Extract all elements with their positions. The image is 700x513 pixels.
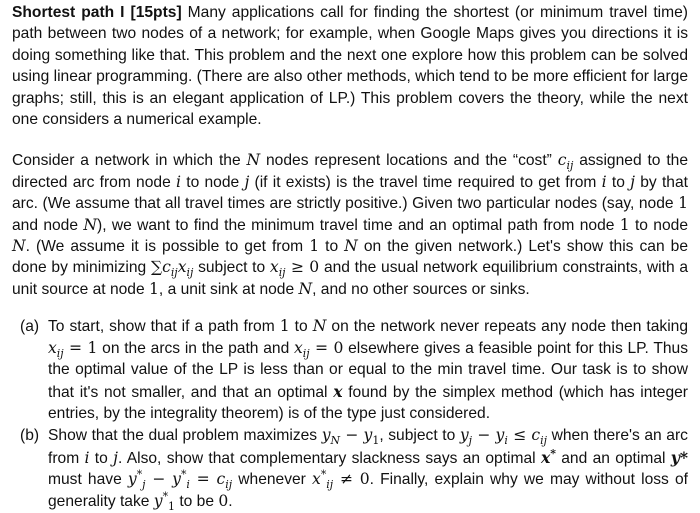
subparts-list bbox=[12, 316, 688, 512]
subpart-text: whenever bbox=[232, 471, 313, 489]
math-N: N bbox=[312, 317, 327, 336]
math-N: N bbox=[344, 237, 358, 256]
math-1: 1 bbox=[279, 317, 290, 336]
math-i: i bbox=[601, 172, 607, 191]
subpart-a bbox=[12, 316, 688, 424]
math-j: j bbox=[113, 448, 118, 467]
setup-text: , and no other sources or sinks. bbox=[312, 280, 530, 298]
subpart-text: . Also, show that complementary slackness says an optimal bbox=[117, 449, 541, 467]
math-xstar-nonzero: $x^*_{ij} \ne 0$ bbox=[312, 467, 370, 492]
math-cij: $c_{ij}$ bbox=[557, 151, 574, 173]
intro-paragraph bbox=[12, 2, 688, 130]
math-j: j bbox=[244, 172, 250, 191]
subpart-text: to bbox=[289, 318, 313, 336]
subpart-text: on the arcs in the path and bbox=[97, 339, 294, 357]
subpart-text: and an optimal bbox=[555, 449, 671, 467]
math-1: 1 bbox=[619, 215, 630, 234]
subpart-text: . bbox=[228, 492, 233, 510]
subpart-text: on the network never repeats any node then taking bbox=[326, 318, 689, 336]
setup-text: subject to bbox=[193, 259, 270, 277]
setup-text: and the usual network equilibrium constraints, with a unit source at node bbox=[12, 259, 688, 298]
subpart-text: To start, show that if a path from bbox=[48, 318, 280, 336]
setup-text: to bbox=[319, 238, 345, 256]
subpart-text: , subject to bbox=[379, 427, 460, 445]
setup-text: nodes represent locations and the “cost” bbox=[260, 152, 558, 170]
math-N: N bbox=[298, 279, 313, 298]
setup-paragraph bbox=[12, 150, 688, 300]
math-0: 0 bbox=[218, 491, 229, 510]
math-x-bold: x bbox=[333, 381, 343, 401]
intro-text: Many applications call for finding the shortest (or minimum travel time) path between two nodes of a network; for example, when Google Maps gives you directions it is doing something like that. This problem and the next one explore how this problem can be solved using linear programming. (There are also other methods, which tend to be more efficient for large graphs; still, this is an elegant application of LP.) This problem covers the theory, while the next one considers a numerical example. bbox=[12, 4, 688, 129]
setup-text: to bbox=[606, 173, 631, 191]
math-y1-star: $y^*_1$ bbox=[153, 489, 175, 513]
setup-text: ), we want to find the minimum travel time and an optimal path from node bbox=[97, 216, 620, 234]
setup-text: Consider a network in which the bbox=[12, 152, 247, 170]
subpart-text: Show that the dual problem maximizes bbox=[48, 427, 322, 445]
subpart-text: elsewhere gives a feasible point for this LP. Thus the optimal value of the LP is less than or equal to the min travel time. Our task is to show that it's not smaller, and that an optimal bbox=[48, 339, 688, 401]
math-nonnegativity: $x_{ij} \ge 0$ bbox=[269, 258, 320, 280]
setup-text: on the given network.) Let's show this can be done by minimizing bbox=[12, 238, 688, 277]
subpart-text: must have bbox=[48, 471, 128, 489]
math-y-star: y* bbox=[670, 447, 688, 467]
math-xij-zero: $x_{ij} = 0$ bbox=[293, 338, 344, 360]
math-N: N bbox=[246, 151, 261, 170]
setup-text: and node bbox=[12, 216, 84, 234]
math-x-star: x* bbox=[540, 446, 556, 467]
setup-text: to node bbox=[629, 216, 688, 234]
math-complementary-slackness: $y^*_j - y^*_i = c_{ij}$ bbox=[127, 467, 233, 492]
setup-text: , a unit sink at node bbox=[158, 280, 299, 298]
setup-text: (if it exists) is the travel time required to get from bbox=[249, 173, 602, 191]
subpart-text: . Finally, explain why we may without loss of generality take bbox=[48, 471, 688, 510]
subpart-text: to bbox=[89, 449, 114, 467]
math-1: 1 bbox=[148, 279, 159, 298]
math-N: N bbox=[83, 215, 98, 234]
subpart-label: (a) bbox=[20, 318, 40, 336]
math-objective-sum: $\sum c_{ij}x_{ij}$ bbox=[150, 258, 194, 280]
setup-text: by that arc. (We assume that all travel times are strictly positive.) Given two particular nodes (say, node bbox=[12, 173, 688, 213]
math-dual-constraint: $y_j - y_i \le c_{ij}$ bbox=[459, 426, 547, 448]
subpart-text: to be bbox=[174, 492, 219, 510]
setup-text: to node bbox=[181, 173, 245, 191]
math-1: 1 bbox=[309, 237, 320, 256]
math-j: j bbox=[630, 172, 636, 191]
math-dual-objective: $y_N - y_1$ bbox=[321, 426, 380, 448]
setup-text: assigned to the directed arc from node bbox=[12, 152, 689, 191]
math-N: N bbox=[12, 237, 26, 256]
problem-title: Shortest path I [15pts] bbox=[12, 4, 182, 21]
setup-text: . (We assume it is possible to get from bbox=[25, 238, 310, 256]
subpart-text: found by the simplex method (which has integer entries, by the integrality theorem) is of the type just considered. bbox=[48, 383, 688, 422]
math-1: 1 bbox=[678, 194, 688, 213]
math-i: i bbox=[84, 448, 90, 467]
subpart-label: (b) bbox=[20, 427, 40, 445]
subpart-b bbox=[12, 425, 688, 512]
math-i: i bbox=[176, 172, 181, 191]
subpart-text: when there's an arc from bbox=[48, 427, 688, 467]
math-xij-one: $x_{ij} = 1$ bbox=[48, 338, 98, 360]
